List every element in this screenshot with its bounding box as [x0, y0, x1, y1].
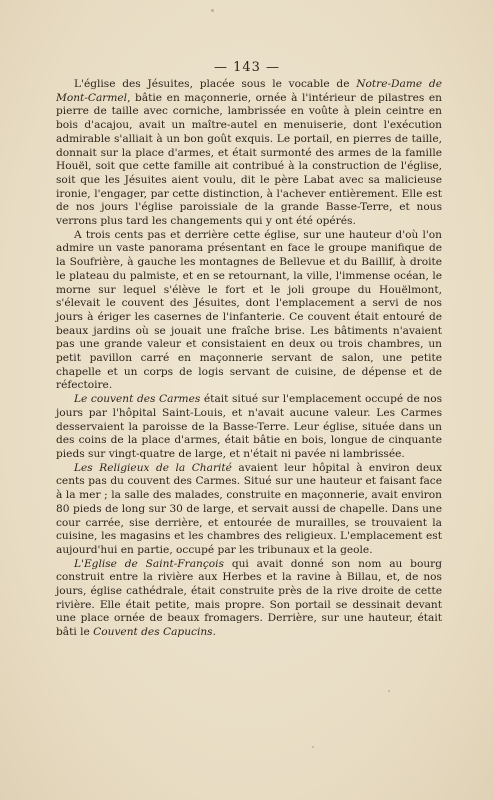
page-number: — 143 —: [213, 60, 281, 75]
italic-title: Couvent des Capucins: [93, 626, 213, 639]
italic-title: Les Religieux de la Charité: [74, 461, 232, 474]
page-body: [56, 78, 442, 640]
italic-title: Le couvent des Carmes: [74, 393, 201, 406]
paragraph: [56, 462, 442, 558]
text-run: A trois cents pas et derrière cette église, sur une hauteur d'où l'on admire un vaste panorama présentant en face le groupe manifique de la Soufrière, à gauche les montagnes de Bellevue et du Baillif, à droite le plateau du palmiste, et en se retournant, la ville, l'immense océan, le morne sur lequel s'élève le fort et le joli groupe du Houëlmont, s'élevait le couvent des Jésuites, dont l'emplacement a servi de nos jours à ériger les casernes de l'infanterie. Ce couvent était entouré de beaux jardins où se jouait une fraîche brise. Les bâtiments n'avaient pas une grande valeur et consistaient en deux ou trois chambres, un petit pavillon carré en maçonnerie servant de salon, une petite chapelle et un corps de logis servant de cuisine, de dépense et de réfectoire.: [56, 228, 442, 392]
text-run: L'église des Jésuites, placée sous le vocable de: [74, 78, 357, 90]
italic-title: L'Eglise de Saint-François: [74, 557, 224, 570]
paragraph: [56, 78, 442, 229]
text-run: , bâtie en maçonnerie, ornée à l'intérieur de pilastres en pierre de taille avec corniche, lambrissée en voûte à plein ceintre en bois d'acajou, avait un maître-autel en menuiserie, dont l'exécution admirable s'alliait à un bon goût exquis. Le portail, en pierres de taille, donnait sur la place d'armes, et était surmonté des armes de la famille Houël, soit que cette famille ait contribué à la construction de l'église, soit que les Jésuites aient voulu, dit le père Labat avec sa malicieuse ironie, l'engager, par cette distinction, à l'achever entièrement. Elle est de nos jours l'église paroissiale de la grande Basse-Terre, et nous verrons plus tard les changements qui y ont été opérés.: [56, 91, 442, 228]
text-run: était situé sur l'emplacement occupé de nos jours par l'hôpital Saint-Louis, et n'avait aucune valeur. Les Carmes desservaient la paroisse de la Basse-Terre. Leur église, située dans un des coins de la place d'armes, était bâtie en bois, longue de cinquante pieds sur vingt-quatre de large, et n'était ni pavée ni lambrissée.: [56, 393, 443, 460]
text-run: avaient leur hôpital à environ deux cents pas du couvent des Carmes. Situé sur une hauteur et faisant face à la mer ; la salle des malades, construite en maçonnerie, avait environ 80 pieds de long sur 30 de large, et servait aussi de chapelle. Dans une cour carrée, sise derrière, et entourée de murailles, se trouvaient la cuisine, les magasins et les chambres des religieux. L'emplacement est aujourd'hui en partie, occupé par les tribunaux et la geole.: [56, 461, 442, 556]
paragraph: [56, 558, 442, 640]
paper-speck: [312, 746, 314, 748]
paper-speck: [211, 9, 214, 12]
text-run: qui avait donné son nom au bourg construit entre la rivière aux Herbes et la ravine à Billau, et, de nos jours, église cathédrale, était construite près de la rive droite de cette rivière. Elle était petite, mais propre. Son portail se dessinait devant une place ornée de beaux fromagers. Derrière, sur une hauteur, était bâti le: [56, 557, 442, 639]
paragraph: [56, 229, 442, 393]
italic-title: Notre-Dame de Mont-Carmel: [56, 78, 442, 104]
text-run: .: [212, 626, 216, 639]
paper-speck: [388, 690, 390, 692]
paragraph: [56, 393, 442, 462]
